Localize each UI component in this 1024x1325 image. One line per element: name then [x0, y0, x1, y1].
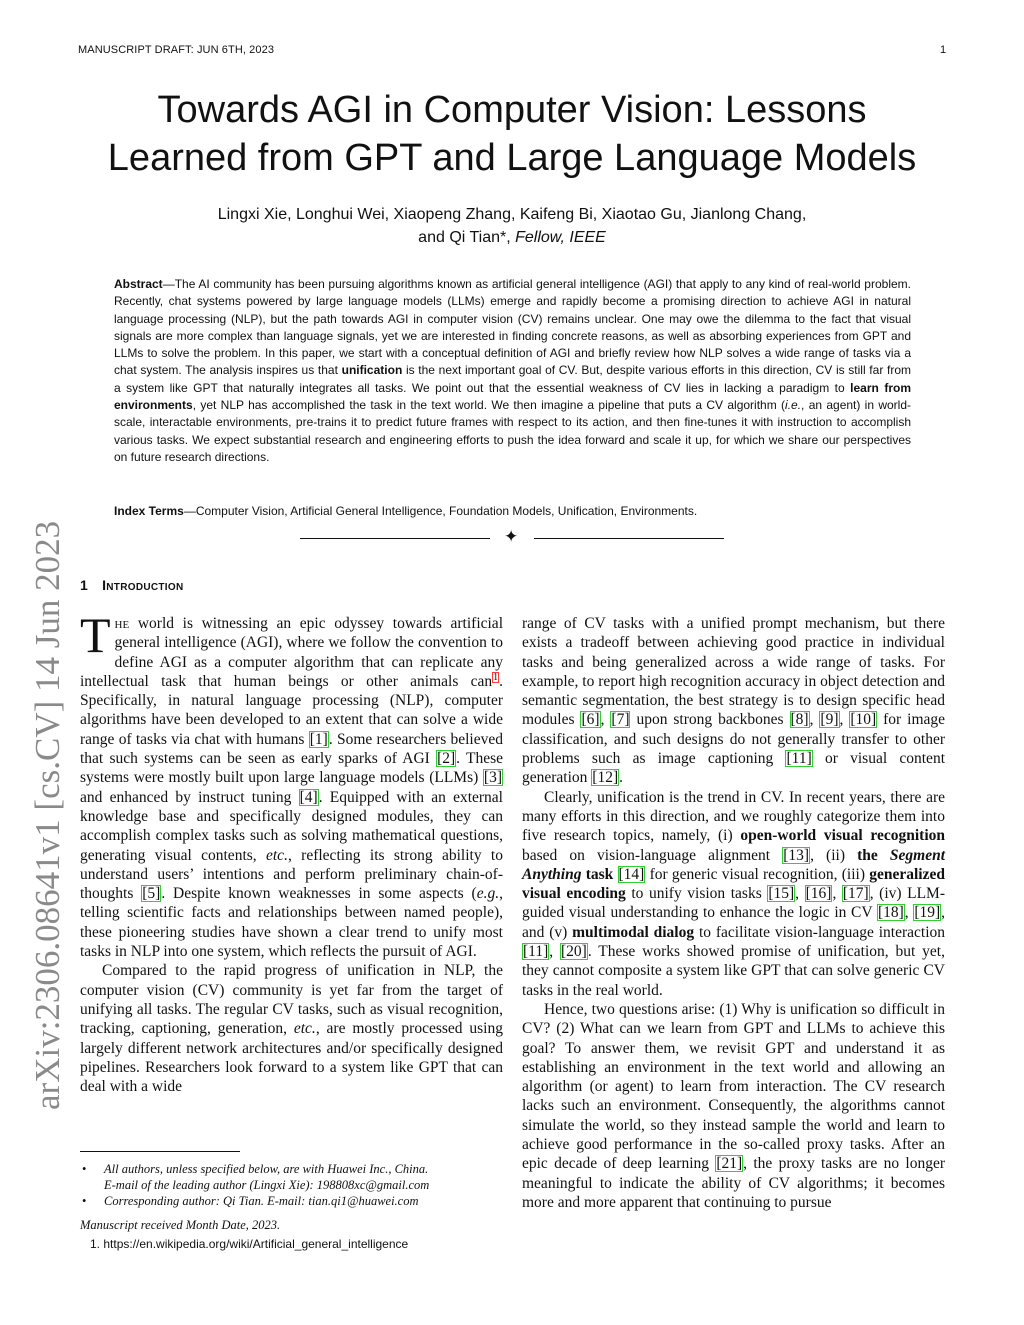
citation-link[interactable]: [12] [592, 769, 619, 787]
paragraph [522, 788, 945, 1000]
bold-text: the [857, 846, 890, 864]
body-text: Compared to the rapid progress of unification in NLP, the computer vision (CV) community is yet far from the target of unifying all tasks. The regular CV tasks, such as visual recognition, tracking, captioning, generation, [80, 962, 503, 1038]
section-title: Introduction [102, 577, 184, 593]
body-text: based on vision-language alignment [522, 846, 783, 864]
body-text: , are mostly processed using largely different network architectures and/or specifically designed pipelines. Researchers look forward to a system like GPT that can deal with a wide [80, 1020, 503, 1096]
body-text: , [904, 904, 914, 922]
abstract-emphasis: unification [341, 363, 403, 378]
abstract-text: , yet NLP has accomplished the task in the text world. We then imagine a pipeline that puts a CV algorithm ( [192, 398, 786, 413]
divider-line-right [534, 538, 724, 539]
body-text: upon strong backbones [630, 711, 790, 729]
bold-text: generalized visual encoding [522, 865, 945, 903]
footnote-link[interactable]: 1 [493, 671, 499, 683]
citation-link[interactable]: [18] [877, 904, 904, 922]
abstract-italic: i.e. [785, 398, 802, 413]
body-text: , and (v) [522, 904, 946, 941]
body-text: , [600, 711, 611, 729]
citation-link[interactable]: [2] [437, 750, 456, 768]
section-heading [80, 577, 183, 593]
divider-ornament-icon: ✦ [504, 527, 519, 547]
citation-link[interactable]: [10] [850, 711, 877, 729]
body-text: . These systems were mostly built upon large language models (LLMs) [80, 750, 503, 787]
body-text: . Some researchers believed that such systems can be seen as early sparks of AGI [80, 730, 503, 768]
left-column [80, 607, 503, 1096]
italic-text: etc. [293, 1020, 316, 1038]
affiliation-note [80, 1162, 510, 1194]
body-text: , [839, 711, 850, 729]
body-text: , [795, 885, 805, 903]
leading-author-email: E-mail of the leading author (Lingxi Xie): 198808xc@gmail.com [104, 1177, 430, 1192]
paragraph [522, 614, 945, 788]
citation-link[interactable]: [17] [842, 885, 869, 903]
citation-link[interactable]: [1] [309, 730, 328, 748]
body-text: , [832, 885, 842, 903]
bullet-icon: • [82, 1162, 87, 1176]
body-text: , [549, 943, 560, 961]
citation-link[interactable]: [5] [142, 885, 161, 903]
paragraph [522, 1000, 945, 1212]
corresponding-author-note [80, 1194, 510, 1210]
footnote-url-link[interactable]: https://en.wikipedia.org/wiki/Artificial_general_intelligence [103, 1237, 409, 1252]
url-footnote [80, 1237, 510, 1253]
manuscript-received-note: Manuscript received Month Date, 2023. [80, 1218, 281, 1233]
body-text: or visual content generation [522, 750, 945, 787]
body-text: , the proxy tasks are no longer meaningful to indicate the ability of CV algorithms; it becomes more and more apparent that continuing to pursue [522, 1155, 945, 1211]
abstract-label: Abstract [114, 277, 163, 291]
body-text: to unify vision tasks [625, 885, 768, 903]
corresponding-author-text: Corresponding author: Qi Tian. E-mail: tian.qi1@huawei.com [104, 1193, 419, 1208]
body-text: for image classification, and such designs do not generally transfer to other problems such as image captioning [522, 711, 946, 768]
body-text: , (ii) [810, 846, 858, 864]
footnote-rule [80, 1151, 240, 1152]
citation-link[interactable]: [9] [820, 711, 839, 729]
abstract [114, 276, 911, 466]
body-text: , reflecting its strong ability to understand users’ intentions and perform preliminary chain-of-thoughts [80, 846, 503, 903]
body-text: . [619, 769, 623, 787]
citation-link[interactable]: [8] [790, 711, 809, 729]
citation-link[interactable]: [15] [768, 885, 795, 903]
paragraph [80, 607, 503, 961]
lead-in-smallcaps: he [114, 615, 130, 632]
index-terms-label: Index Terms [114, 504, 184, 518]
body-text: Clearly, unification is the trend in CV. In recent years, there are many efforts in this direction, and we roughly categorize them into five research topics, namely, (i) [522, 788, 945, 845]
body-text: to facilitate vision-language interaction [694, 923, 946, 941]
authors-line-2-prefix: and Qi Tian*, [418, 229, 516, 246]
citation-link[interactable]: [21] [716, 1155, 743, 1173]
ieee-fellow-title: Fellow, IEEE [515, 229, 606, 246]
arxiv-identifier-stamp: arXiv:2306.08641v1 [cs.CV] 14 Jun 2023 [28, 520, 67, 1110]
affiliation-text: All authors, unless specified below, are with Huawei Inc., China. [104, 1162, 429, 1176]
body-text: range of CV tasks with a unified prompt mechanism, but there exists a tradeoff between achieving good practice in individual tasks and being generalized across a wide range of tasks. For example, to report high recognition accuracy in object detection and semantic segmentation, the best strategy is to design specific head modules [522, 615, 945, 729]
running-header: MANUSCRIPT DRAFT: JUN 6TH, 2023 [78, 44, 275, 56]
body-text: . These works showed promise of unification, but yet, they cannot composite a system like GPT that can solve generic CV tasks in the real world. [522, 943, 945, 999]
abstract-text: —The AI community has been pursuing algorithms known as artificial general intelligence (AGI) that apply to any kind of real-world problem. Recently, chat systems powered by large language models (LLMs) emerge and rapidly become a promising direction to achieve AGI in natural language processing (NLP), but the path towards AGI in computer vision (CV) remains unclear. One may owe the dilemma to the fact that visual signals are more complex than language signals, yet we are interested in finding concrete reasons, as well as absorbing experiences from GPT and LLMs to solve the problem. In this paper, we start with a conceptual definition of AGI and briefly review how NLP solves a wide range of tasks via a chat system. The analysis inspires us that [114, 277, 911, 378]
citation-link[interactable]: [11] [523, 943, 549, 961]
paragraph [80, 961, 503, 1096]
bold-text: open-world visual recognition [740, 827, 945, 845]
abstract-text: , an agent) in world-scale, interactable environments, pre-trains it to predict future frames with respect to its action, and then fine-tunes it with instruction to accomplish various tasks. We expect substantial research and engineering efforts to push the idea forward and scale it up, for which we share our perspectives on future research directions. [114, 398, 912, 464]
citation-link[interactable]: [3] [483, 769, 502, 787]
citation-link[interactable]: [7] [611, 711, 630, 729]
body-text: and enhanced by instruct tuning [80, 788, 299, 806]
italic-text: etc. [266, 846, 288, 864]
body-text: . Equipped with an external knowledge base and specifically designed modules, they can accomplish complex tasks such as solving mathematical questions, generating visual contents, [80, 788, 503, 864]
body-text: . Specifically, in natural language processing (NLP), computer algorithms have been developed to an extent that can solve a wide range of tasks via chat with humans [80, 672, 503, 748]
body-text: Hence, two questions arise: (1) Why is unification so difficult in CV? (2) What can we learn from GPT and LLMs to achieve this goal? To answer them, we revisit GPT and understand it as establishing an environment in the text world and allowing an algorithm (or agent) to learn from interaction. The CV research lacks such an environment. Consequently, the algorithms cannot simulate the world, so they instead sample the world and learn to achieve good performance in the so-called proxy tasks. After an epic decade of deep learning [522, 1000, 945, 1173]
right-column [522, 614, 945, 1212]
bullet-icon: • [82, 1193, 87, 1208]
italic-text: e.g. [476, 885, 500, 903]
body-text: . Despite known weaknesses in some aspects ( [161, 885, 477, 903]
drop-cap: T [80, 607, 111, 663]
citation-link[interactable]: [13] [783, 846, 810, 864]
citation-link[interactable]: [6] [581, 711, 600, 729]
section-divider [300, 528, 724, 548]
citation-link[interactable]: [11] [786, 750, 812, 768]
citation-link[interactable]: [14] [618, 865, 645, 883]
body-text: , telling scientific facts and relationships between named people), these pioneering studies have shown a clear trend to unify most tasks in NLP into one system, which reflects the pursuit of AGI. [80, 885, 503, 961]
body-text [613, 866, 617, 883]
abstract-text: is the next important goal of CV. But, despite various efforts in this direction, CV is still far from a system like GPT that naturally integrates all tasks. We point out that the essential weakness of CV lies in lacking a paradigm to [114, 363, 911, 395]
citation-link[interactable]: [16] [805, 885, 832, 903]
author-list [100, 203, 924, 249]
bold-text: task [581, 865, 614, 883]
footnotes [80, 1162, 510, 1253]
footnote-number: 1. [90, 1237, 101, 1252]
body-text: , (iv) LLM-guided visual understanding to enhance the logic in CV [522, 885, 946, 922]
index-terms-text: —Computer Vision, Artificial General Intelligence, Foundation Models, Unification, Environments. [183, 504, 698, 518]
title-line-1: Towards AGI in Computer Vision: Lessons [157, 89, 867, 131]
citation-link[interactable]: [4] [299, 788, 318, 806]
body-text: world is witnessing an epic odyssey towards artificial general intelligence (AGI), where we follow the convention to define AGI as a computer algorithm that can replicate any intellectual task that human beings or other animals can [80, 615, 503, 690]
paper-title [40, 86, 984, 182]
divider-line-left [300, 538, 490, 539]
section-number: 1 [80, 577, 89, 593]
title-line-2: Learned from GPT and Large Language Models [107, 137, 917, 179]
body-text: for generic visual recognition, (iii) [645, 865, 870, 883]
page-number: 1 [940, 44, 947, 56]
bold-text: multimodal dialog [572, 923, 695, 941]
body-text: , [809, 711, 820, 729]
index-terms [114, 503, 914, 520]
abstract-emphasis: learn from environments [114, 380, 912, 413]
citation-link[interactable]: [20] [560, 943, 587, 961]
bold-italic-text: Segment Anything [522, 846, 946, 883]
authors-line-2 [100, 226, 924, 249]
authors-line-1: Lingxi Xie, Longhui Wei, Xiaopeng Zhang, Kaifeng Bi, Xiaotao Gu, Jianlong Chang, [217, 206, 807, 223]
citation-link[interactable]: [19] [914, 904, 941, 922]
